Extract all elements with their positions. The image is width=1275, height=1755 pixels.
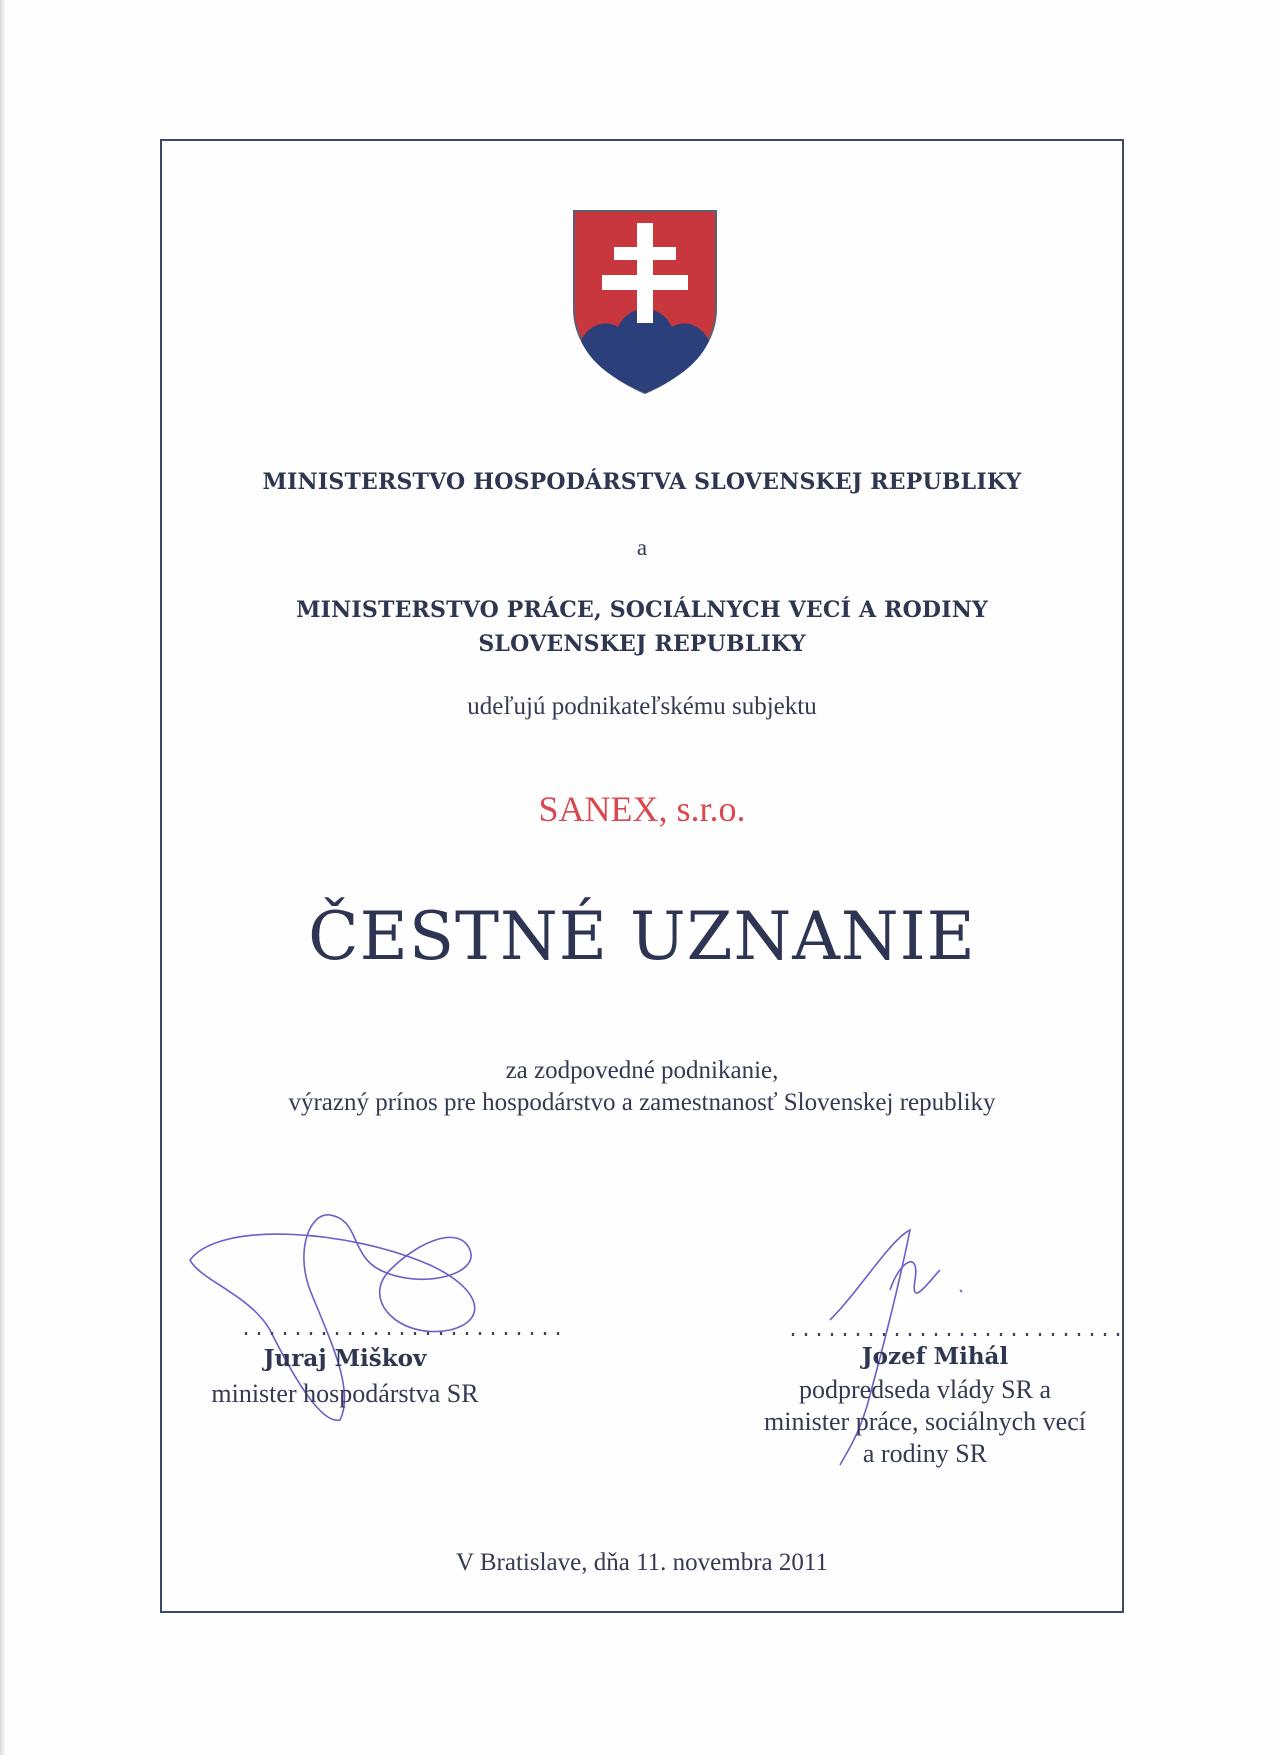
signatory-role-right-line-2: minister práce, sociálnych vecí — [764, 1407, 1086, 1436]
company-name: SANEX, s.r.o. — [538, 789, 746, 829]
signatory-name-right: Jozef Mihál — [861, 1343, 1009, 1370]
place-and-date: V Bratislave, dňa 11. novembra 2011 — [456, 1549, 828, 1576]
scan-edge — [0, 0, 6, 1755]
signatory-name-left: Juraj Miškov — [263, 1345, 427, 1372]
ministry-economy: MINISTERSTVO HOSPODÁRSTVA SLOVENSKEJ REPUBLIKY — [262, 469, 1022, 495]
reason-line-2: výrazný prínos pre hospodárstvo a zamestnanosť Slovenskej republiky — [288, 1089, 996, 1116]
signature-line-left: ......................... — [240, 1319, 566, 1342]
signatory-role-left: minister hospodárstva SR — [211, 1379, 479, 1408]
grant-text: udeľujú podnikateľskému subjektu — [467, 693, 817, 720]
slovak-coat-of-arms-icon — [572, 209, 718, 395]
ministry-labour-line-2: SLOVENSKEJ REPUBLIKY — [478, 631, 806, 657]
signatory-role-right-line-1: podpredseda vlády SR a — [798, 1375, 1051, 1404]
reason-line-1: za zodpovedné podnikanie, — [505, 1057, 779, 1084]
conjunction: a — [636, 535, 648, 560]
signatory-role-right-line-3: a rodiny SR — [862, 1439, 988, 1468]
signature-line-right: .......................... — [787, 1320, 1126, 1343]
ministry-labour-line-1: MINISTERSTVO PRÁCE, SOCIÁLNYCH VECÍ A RODINY — [296, 597, 988, 623]
certificate-title: ČESTNÉ UZNANIE — [308, 898, 976, 975]
